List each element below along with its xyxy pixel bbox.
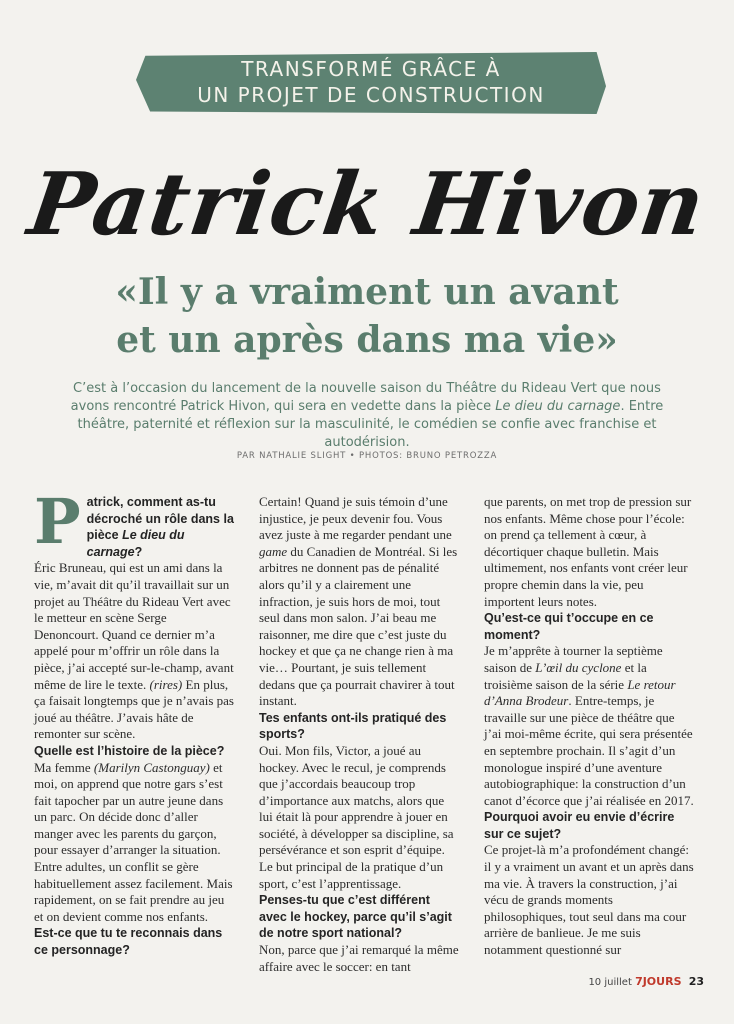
a6-mid: et la troisième saison de la série	[484, 659, 647, 692]
answer-4: Oui. Mon fils, Victor, a joué au hockey. Avec le recul, je comprends que j’accordais beaucoup trop d’importance aux matchs, alors que lui était là pour apprendre à jouer en société, à développer sa discipline, sa persévérance et son esprit d’équipe. Le but principal de la pratique d’un sport, c’est l’apprentissage.	[259, 742, 454, 891]
quote-line-1: «Il y a vraiment un avant	[115, 271, 619, 313]
intro-text: C’est à l’occasion du lancement de la nouvelle saison du Théâtre du Rideau Vert que nous avons rencontré Patrick Hivon, qui sera en vedette dans la pièce	[70, 381, 661, 414]
intro-play-title: Le dieu du carnage	[495, 399, 621, 414]
column-2	[259, 494, 459, 975]
q1-end: ?	[134, 544, 143, 559]
byline-credits: PAR NATHALIE SLIGHT • PHOTOS: BRUNO PETROZZA	[236, 451, 498, 461]
a3-text: Certain! Quand je suis témoin d’une injustice, je peux devenir fou. Vous avez juste à me regarder pendant une	[259, 494, 452, 543]
q1-text: atrick, comment as-tu décroché un rôle dans la pièce	[86, 495, 234, 543]
quote-line-2: et un après dans ma vie»	[116, 319, 618, 361]
column-1	[34, 485, 234, 959]
magazine-brand: 7JOURS	[635, 975, 682, 988]
page-number: 23	[688, 975, 704, 988]
a6-text: Je m’apprête à tourner la septième saison de	[484, 643, 663, 675]
answer-5-continued: que parents, on met trop de pression sur nos enfants. Même chose pour l’école: on prend ça tellement à cœur, à décortiquer chaque bulletin. Mais ultimement, nos enfants vont créer leur propre chemin dans la vie, peu importent leurs notes.	[484, 494, 692, 609]
a6-show-1: L’œil du cyclone	[535, 659, 622, 675]
a2-name: (Marilyn Castonguay)	[93, 759, 210, 775]
column-3	[484, 494, 694, 959]
question-3: Est-ce que tu te reconnais dans ce personnage?	[34, 926, 223, 958]
issue-date: 10 juillet	[588, 977, 632, 988]
banner-text	[136, 56, 606, 108]
a1-text: Éric Bruneau, qui est un ami dans la vie, m’avait dit qu’il travaillait sur un projet au Théâtre du Rideau Vert avec le metteur en scène Serge Denoncourt. Quand ce dernier m’a appelé pour m’offrir un rôle dans la pièce, j’ai accepté sur-le-champ, avant même de lire le texte.	[34, 560, 234, 692]
question-7: Pourquoi avoir eu envie d’écrire sur ce sujet?	[484, 810, 675, 841]
a6-end: . Entre-temps, je travaille sur une pièce de théâtre que j’ai moi-même écrite, qui sera présentée en septembre prochain. Il s’agit d’un monologue inspiré d’une aventure autobiographique: la construction d’un canot d’écorce que j’ai réalisée en 2017.	[484, 693, 694, 808]
answer-7: Ce projet-là m’a profondément changé: il y a vraiment un avant et un après dans ma vie. À travers la construction, j’ai vécu de grands moments philosophiques, tout seul dans ma cour arrière de banlieue. Je me suis notamment questionné sur	[484, 842, 694, 958]
question-6: Qu’est-ce qui t’occupe en ce moment?	[484, 611, 654, 642]
q1-play: Le dieu du carnage	[86, 528, 185, 559]
article-title: Patrick Hivon	[22, 154, 712, 255]
question-4: Tes enfants ont-ils pratiqué des sports?	[259, 710, 447, 742]
a3-game: game	[259, 543, 288, 559]
question-1	[34, 485, 234, 560]
answer-3	[259, 494, 459, 710]
answer-6	[484, 643, 694, 809]
a6-show-2: Le retour d’Anna Brodeur	[484, 676, 676, 709]
question-2: Quelle est l’histoire de la pièce?	[34, 743, 225, 758]
intro-text-end: . Entre théâtre, paternité et réflexion sur la masculinité, le comédien se confie avec franchise et autodérision.	[77, 399, 664, 450]
a3-end: du Canadien de Montréal. Si les arbitres ne donnent pas de pénalité alors qu’il y a clairement une infraction, je suis hors de moi, tout seul dans mon salon. J’ai beau me raisonner, me dire que c’est juste du hockey et que ça ne change rien à ma vie… Pourtant, je suis tellement dedans que ça pourrait chavirer à tout instant.	[259, 543, 458, 709]
banner-line-2: UN PROJET DE CONSTRUCTION	[197, 83, 545, 107]
page-footer	[588, 975, 704, 988]
a2-text: Ma femme	[34, 759, 94, 775]
banner-line-1: TRANSFORMÉ GRÂCE À	[241, 57, 501, 81]
a1-rires: (rires)	[149, 676, 183, 692]
answer-1	[34, 560, 234, 743]
intro-paragraph	[60, 380, 674, 452]
a2-end: et moi, on apprend que notre gars s’est fait tapocher par un autre jeune dans un parc. On décide donc d’aller manger avec les parents du garçon, pour essayer d’arranger la situation. Entre adultes, un conflit se gère habituellement assez facilement. Mais rapidement, on se fait prendre au jeu et on devient comme nos enfants.	[34, 759, 233, 924]
answer-2	[34, 760, 234, 926]
pull-quote	[0, 268, 734, 364]
question-5: Penses-tu que c’est différent avec le hockey, parce qu’il s’agit de notre sport national?	[259, 893, 452, 941]
a1-end: En plus, ça faisait longtemps que je n’avais pas joué au théâtre. J’avais hâte de remonter sur scène.	[34, 676, 234, 742]
drop-cap: P	[34, 485, 81, 558]
answer-5: Non, parce que j’ai remarqué la même affaire avec le soccer: en tant	[259, 942, 459, 974]
